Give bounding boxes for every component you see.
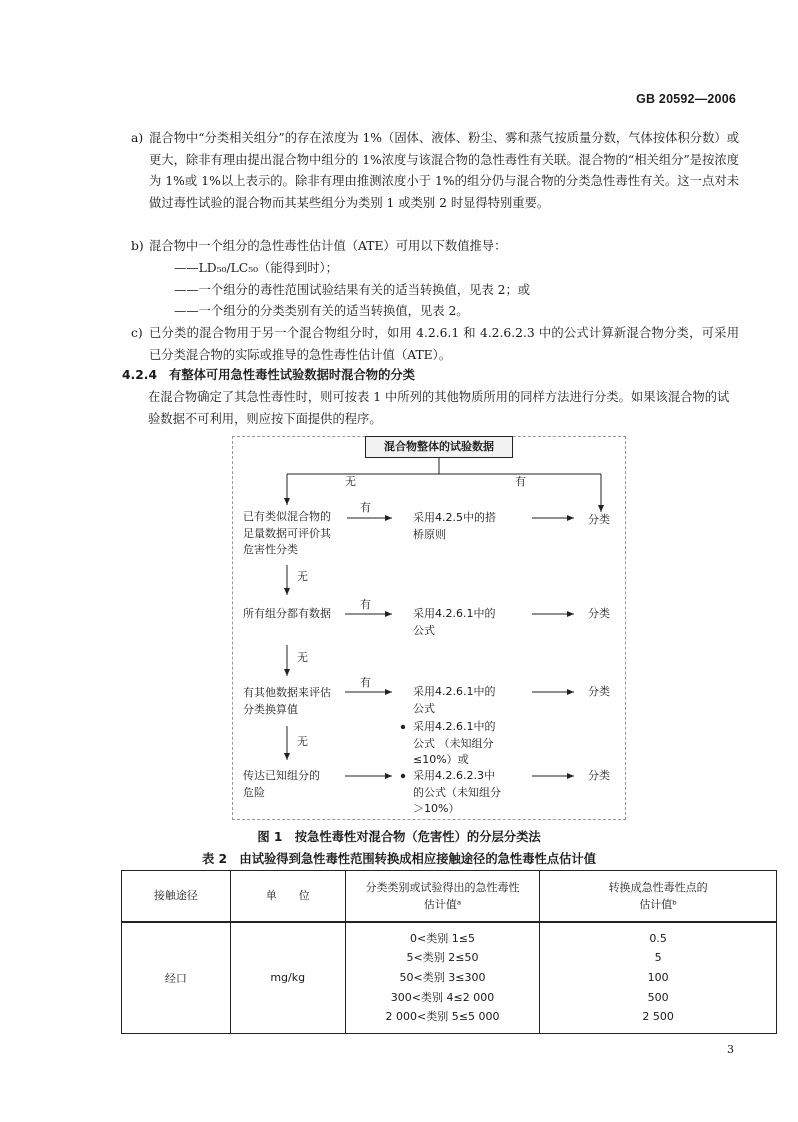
- flow-no-top: 无: [345, 475, 356, 488]
- section-number: 4.2.4: [122, 368, 158, 382]
- flow-a4b2-line: 采用4.2.6.2.3中: [413, 769, 495, 782]
- flow-result-3: 分类: [588, 685, 610, 698]
- flow-q1-line: 危害性分类: [243, 543, 298, 556]
- flow-q1: [243, 509, 331, 559]
- flow-q3-line: 分类换算值: [243, 702, 298, 716]
- flow-a1-line: 桥原则: [413, 527, 446, 541]
- cell-route: 经口: [122, 922, 231, 1034]
- flow-q3-line: 有其他数据来评估: [243, 686, 331, 699]
- flow-result-1: 分类: [588, 513, 610, 526]
- flow-result-2: 分类: [588, 607, 610, 620]
- flow-q2: 所有组分都有数据: [243, 607, 331, 620]
- header-range-line: 分类类别或试验得出的急性毒性: [365, 880, 520, 894]
- flow-a1: [413, 510, 496, 543]
- flow-a1-line: 采用4.2.5中的搭: [413, 511, 496, 524]
- flow-result-4: 分类: [588, 769, 610, 782]
- item-b-dash-1: ——LD₅₀/LC₅₀（能得到时）；: [174, 261, 338, 275]
- header-unit: 单 位: [230, 871, 345, 922]
- flow-a3: [413, 684, 495, 717]
- flow-top-box: 混合物整体的试验数据: [365, 436, 513, 458]
- range-value: 5<类别 2≤50: [406, 951, 479, 965]
- header-point-line: 转换成急性毒性点的: [608, 880, 708, 894]
- flow-a4b1-line: 采用4.2.6.1中的: [413, 720, 496, 733]
- header-point-line: 估计值ᵇ: [639, 897, 678, 911]
- flow-a3-line: 采用4.2.6.1中的: [413, 685, 496, 698]
- flow-a4-option-1: [413, 719, 495, 769]
- range-value: 2 000<类别 5≤5 000: [385, 1010, 500, 1024]
- flow-q4-line: 传达已知组分的: [243, 769, 320, 782]
- cell-unit: mg/kg: [230, 922, 345, 1034]
- page-number: 3: [727, 1043, 734, 1056]
- flow-a2-line: 采用4.2.6.1中的: [413, 607, 496, 620]
- cell-points: [540, 922, 777, 1034]
- item-a-label: a): [131, 131, 144, 145]
- cell-ranges: [345, 922, 540, 1034]
- flow-q1-line: 已有类似混合物的: [243, 510, 331, 523]
- point-value: 500: [647, 990, 669, 1004]
- header-point: [540, 871, 777, 922]
- flow-yes-top: 有: [515, 475, 526, 488]
- flow-q3: [243, 685, 331, 718]
- flow-yes-2: 有: [360, 598, 371, 611]
- flow-yes-1: 有: [360, 501, 371, 514]
- bullet-1: [401, 725, 405, 729]
- point-value: 2 500: [642, 1010, 674, 1024]
- flow-q1-line: 足量数据可评价其: [243, 526, 331, 540]
- flow-a4b2-line: ＞10%）: [413, 802, 460, 815]
- range-value: 300<类别 4≤2 000: [390, 990, 495, 1004]
- item-b-dash-2: ——一个组分的毒性范围试验结果有关的适当转换值，见表 2；或: [174, 283, 531, 297]
- point-value: 0.5: [649, 931, 667, 945]
- flow-a3-line: 公式: [413, 701, 435, 715]
- flow-no-3: 无: [297, 735, 308, 748]
- flow-q4-line: 危险: [243, 785, 265, 799]
- flow-a4b1-line: ≤10%）或: [413, 753, 469, 766]
- flow-yes-3: 有: [360, 676, 371, 689]
- flow-a4-option-2: [413, 768, 501, 818]
- table-row: [122, 922, 777, 1034]
- item-b-text: 混合物中一个组分的急性毒性估计值（ATE）可用以下数值推导：: [149, 239, 507, 253]
- header-route: 接触途径: [122, 871, 231, 922]
- item-b-dash-3: ——一个组分的分类类别有关的适当转换值，见表 2。: [174, 304, 469, 318]
- point-value: 100: [647, 970, 669, 984]
- item-b-label: b): [131, 239, 144, 253]
- item-c-label: c): [131, 326, 143, 340]
- range-value: 0<类别 1≤5: [410, 931, 475, 945]
- table-caption: 表 2 由试验得到急性毒性范围转换成相应接触途径的急性毒性点估计值: [201, 852, 597, 866]
- bullet-2: [401, 774, 405, 778]
- item-c-text: 已分类的混合物用于另一个混合物组分时，如用 4.2.6.1 和 4.2.6.2.3 中的公式计算新混合物分类，可采用已分类混合物的实际或推导的急性毒性估计值（ATE）。: [149, 326, 739, 362]
- standard-code: GB 20592—2006: [636, 92, 736, 106]
- flow-a2-line: 公式: [413, 623, 435, 637]
- item-a-text: 混合物中“分类相关组分”的存在浓度为 1%（固体、液体、粉尘、雾和蒸气按质量分数，气体按体积分数）或更大，除非有理由提出混合物中组分的 1%浓度与该混合物的急性毒性有关联。混合物的“相关组分”是按浓度为 1%或 1%以上表示的。除非有理由推测浓度小于 1%的组分仍与混合物的分类急性毒性有关。这一点对未做过毒性试验的混合物而其某些组分为类别 1 或类别 2 时显得特别重要。: [149, 131, 739, 210]
- point-value: 5: [654, 951, 662, 965]
- flow-a2: [413, 606, 495, 639]
- flow-a4b1-line: 公式 （未知组分: [413, 736, 494, 750]
- flow-no-1: 无: [297, 570, 308, 583]
- header-range: [345, 871, 540, 922]
- section-title: 有整体可用急性毒性试验数据时混合物的分类: [169, 368, 415, 382]
- table-header-row: [122, 871, 777, 922]
- figure-caption: 图 1 按急性毒性对混合物（危害性）的分层分类法: [257, 830, 541, 844]
- flow-no-2: 无: [297, 651, 308, 664]
- flow-q4: [243, 768, 320, 801]
- range-value: 50<类别 3≤300: [399, 970, 486, 984]
- flow-a4b2-line: 的公式（未知组分: [413, 785, 501, 799]
- conversion-table: [121, 870, 777, 1034]
- header-range-line: 估计值ᵃ: [423, 897, 462, 911]
- section-body: 在混合物确定了其急性毒性时，则可按表 1 中所列的其他物质所用的同样方法进行分类。如果该混合物的试验数据不可利用，则应按下面提供的程序。: [148, 390, 730, 426]
